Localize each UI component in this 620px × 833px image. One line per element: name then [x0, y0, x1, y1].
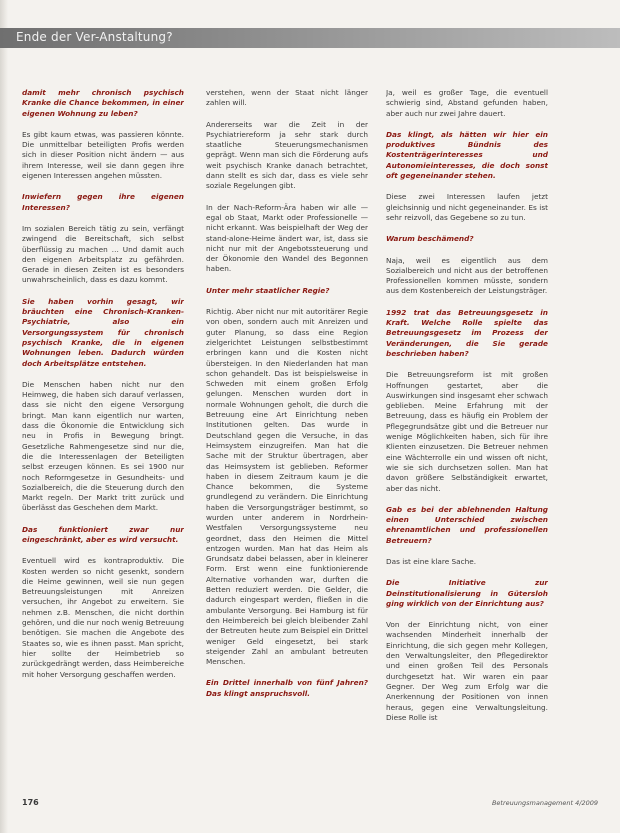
interview-answer: Ja, weil es großer Tage, die eventuell schwierig sind, Abstand gefunden haben, aber auch nur zwei Jahre dauert.: [386, 88, 548, 118]
interview-answer: verstehen, wenn der Staat nicht länger zahlen will.: [206, 88, 368, 108]
page-number: 176: [22, 798, 39, 807]
interview-question: Warum beschämend?: [386, 234, 474, 244]
interview-question: Das funktioniert zwar nur eingeschränkt, aber es wird versucht.: [22, 524, 184, 544]
interview-answer: Die Menschen haben nicht nur den Heimweg, die haben sich darauf verlassen, dass sie nicht den eigene Versorgung bringt. Man kann eigentlich nur warten, dass die Ökonomie die Entwicklung sich neu in Profis in Bewegung bringt. Gesetzliche Rahmengesetze sind nur die, die die Interessenlagen der Beteiligten selbst erzeugen können. Es sei 1900 nur noch Reformgesetze in Gesundheits- und Sozialbereich, die die Steuerung durch den Markt regeln. Der Markt tritt zurück und überlässt das Geschehen dem Markt.: [22, 379, 184, 513]
page-edge-shadow: [0, 0, 8, 833]
interview-question: Das klingt, als hätten wir hier ein produktives Bündnis des Kostenträgerinteresses und Autonomieinteresses, die doch sonst oft gegeneinander stehen.: [386, 129, 548, 181]
text-column-1: [22, 88, 184, 790]
text-column-3: [386, 88, 548, 790]
header-bar: [0, 28, 620, 48]
interview-question: 1992 trat das Betreuungsgesetz in Kraft. Welche Rolle spielte das Betreuungsgesetz im Prozess der Veränderungen, die Sie gerade beschrieben haben?: [386, 307, 548, 358]
interview-question: Sie haben vorhin gesagt, wir bräuchten eine Chronisch-Kranken-Psychiatrie, also ein Versorgungssystem für chronisch psychisch Kranke, die in eigenen Wohnungen leben. Dadurch würden doch Arbeitsplätze entstehen.: [22, 296, 184, 368]
interview-question: Die Initiative zur Deinstitutionalisierung in Gütersloh ging wirklich von der Einrichtung aus?: [386, 578, 548, 608]
interview-question: Gab es bei der ablehnenden Haltung einen Unterschied zwischen ehrenamtlichen und professionellen Betreuern?: [386, 504, 548, 545]
interview-question: damit mehr chronisch psychisch Kranke die Chance bekommen, in einer eigenen Wohnung zu leben?: [22, 88, 184, 118]
interview-answer: In der Nach-Reform-Ära haben wir alle — egal ob Staat, Markt oder Professionelle — nicht erkannt. Was beispielhaft der Weg der stand-alone-Heime ändert war, ist, dass sie nicht nur mit der Angebotssteuerung und der Ökonomie den Wandel des Begonnen haben.: [206, 202, 368, 274]
interview-answer: Im sozialen Bereich tätig zu sein, verfängt zwingend die Bereitschaft, sich selbst überflüssig zu machen … Und damit auch den eigenen Arbeitsplatz zu gefährden. Gerade in diesen Zeiten ist es besonders unwahrscheinlich, dass es dazu kommt.: [22, 223, 184, 285]
page-title: Ende der Ver-Anstaltung?: [16, 30, 173, 44]
interview-answer: Die Betreuungsreform ist mit großen Hoffnungen gestartet, aber die Auswirkungen sind insgesamt eher schwach geblieben. Meine Erfahrung mit der Betreuung, dass es häufig ein Problem der Pflegegrundsätze gibt und die Betreuer nur wenige Möglichkeiten haben, sich für ihre Klienten einzusetzen. Die Betreuer nehmen eine Wächterrolle ein und wissen oft nicht, wie sie sich durchsetzen sollen. Man hat davon größere Selbständigkeit erwartet, aber das nicht.: [386, 370, 548, 493]
interview-answer: Diese zwei Interessen laufen jetzt gleichsinnig und nicht gegeneinander. Es ist sehr reizvoll, das Gegebene so zu tun.: [386, 192, 548, 222]
interview-answer: Es gibt kaum etwas, was passieren könnte. Die unmittelbar beteiligten Profis werden sich in dieser Position nicht ändern — aus ihrem Interesse, weil sie dann gegen ihre eigenen Interessen angehen müssten.: [22, 129, 184, 181]
interview-answer: Richtig. Aber nicht nur mit autoritärer Regie von oben, sondern auch mit Anreizen und guter Planung, so dass eine Region zielgerichtet Leistungen selbstbestimmt erbringen kann und die Kosten nicht übersteigen. In den Niederlanden hat man schon gehandelt. Das ist beispielsweise in Schweden mit einem großen Erfolg gelungen. Menschen wurden dort in normale Wohnungen geholt, die durch die Betreuung eine Art Einrichtung neben Institutionen gelten. Das wurde in Deutschland gegen die Versuche, in das Heimsystem einzugreifen. Man hat die Sache mit der Struktur übertragen, aber das Heimsystem ist geblieben. Reformer haben in diesem Zeitraum kaum je die Chance bekommen, die Systeme grundlegend zu verändern. Die Einrichtung haben die Versorgungsträger bestimmt, so wurden unter anderem in Nordrhein-Westfalen Versorgungssysteme neu geordnet, dass den Heimen die Mittel entzogen wurden. Man hat das Heim als Grundsatz dabei belassen, aber in kleinerer Form. Erst wenn eine funktionierende Alternative vorhanden war, durften die Betten reduziert werden. Die Gelder, die dadurch eingespart werden, fließen in die ambulante Versorgung. Bei Hamburg ist für den Heimbereich bei gleich bleibender Zahl der Betreuten heute zum Beispiel ein Drittel weniger Geld eingesetzt, bei stark steigender Zahl an ambulant betreuten Menschen.: [206, 307, 368, 667]
interview-question: Inwiefern gegen ihre eigenen Interessen?: [22, 192, 184, 212]
interview-answer: Eventuell wird es kontraproduktiv. Die Kosten werden so nicht gesenkt, sondern die Heime gewinnen, weil sie nun gegen Betreuungsleistungen mit Anreizen versuchen, ihr Angebot zu erweitern. Sie nehmen z.B. Menschen, die nicht dorthin gehören, und die nur noch wenig Betreuung benötigen. Sie machen die Angebote des Staates so, wie es ihnen passt. Man spricht, hier sollte der Heimbetrieb so zurückgedrängt werden, dass Heimbereiche mit hoher Versorgung geschaffen werden.: [22, 556, 184, 679]
interview-answer: Das ist eine klare Sache.: [386, 556, 477, 566]
interview-answer: Naja, weil es eigentlich aus dem Sozialbereich und nicht aus der betroffenen Professionellen kommen müsste, sondern aus dem Kostenbereich der Leistungsträger.: [386, 255, 548, 296]
text-column-2: [206, 88, 368, 790]
interview-answer: Von der Einrichtung nicht, von einer wachsenden Minderheit innerhalb der Einrichtung, die sich gegen mehr Kollegen, den Verwaltungsleiter, den Pflegedirektor und einen großen Teil des Personals durchgesetzt hat. Wir waren ein paar Gegner. Der Weg zum Erfolg war die Anerkennung der Positionen von innen heraus, gegen eine Verwaltungsleitung. Diese Rolle ist: [386, 620, 548, 722]
interview-answer: Andererseits war die Zeit in der Psychiatriereform ja sehr stark durch staatliche Steuerungsmechanismen geprägt. Wenn man sich die Förderung aufs weit psychisch Kranke danach betrachtet, dann stellt es sich dar, dass es viele sehr soziale Regelungen gibt.: [206, 119, 368, 191]
interview-question: Ein Drittel innerhalb von fünf Jahren? Das klingt anspruchsvoll.: [206, 678, 368, 698]
interview-question: Unter mehr staatlicher Regie?: [206, 285, 330, 295]
publication-name: Betreuungsmanagement 4/2009: [491, 799, 598, 807]
